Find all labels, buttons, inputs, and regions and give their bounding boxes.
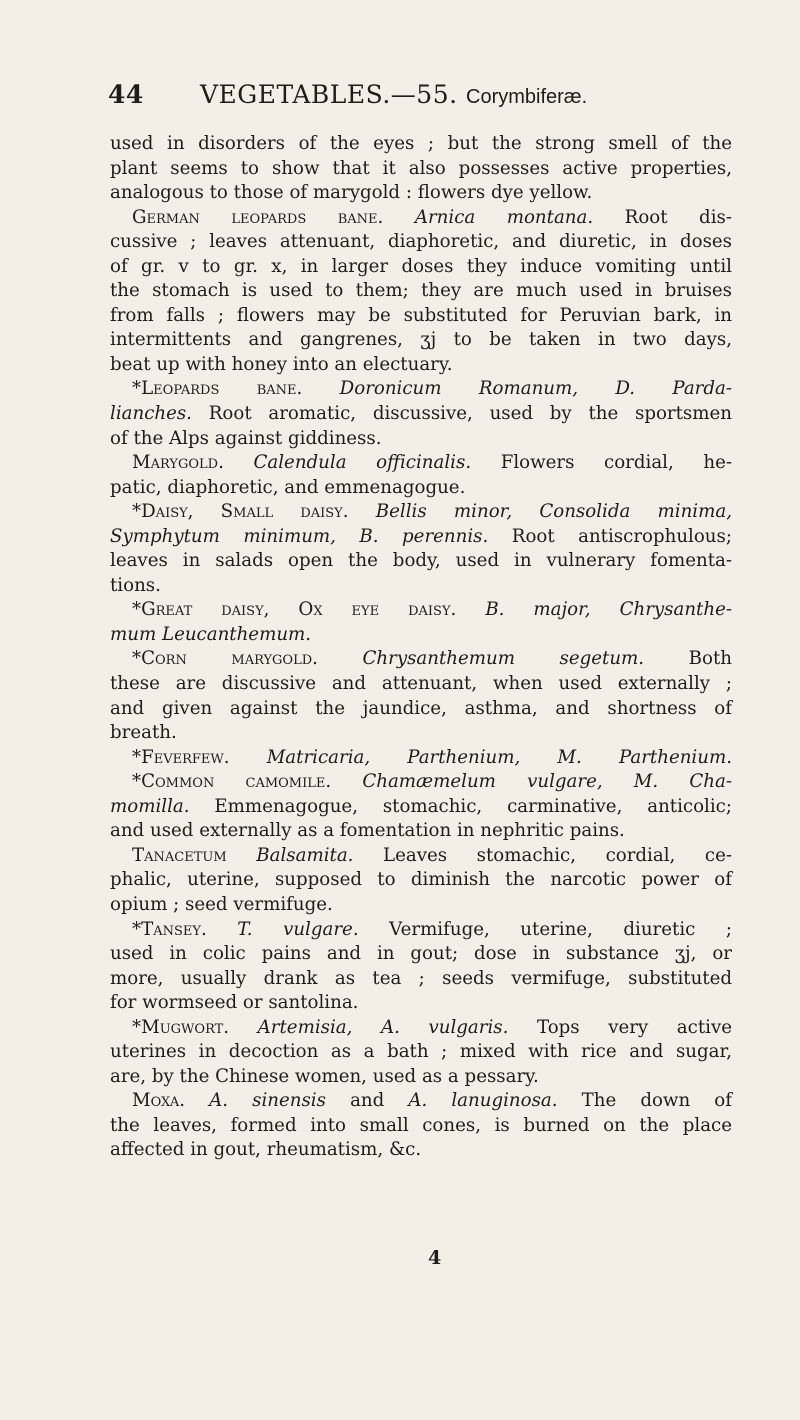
text-segment: from falls ; flowers may be substituted for Peruvian bark, in — [110, 304, 732, 326]
text-segment: opium ; seed vermifuge. — [110, 893, 333, 915]
text-line — [110, 1040, 732, 1065]
text-segment: these are discussive and attenuant, when used externally ; — [110, 673, 732, 695]
common-name: *Common camomile. — [132, 771, 332, 793]
latin-name: momilla. — [110, 795, 190, 817]
text-line — [110, 574, 732, 599]
latin-name: B. major, Chrysanthe- — [485, 599, 732, 621]
text-segment: Tops very active — [508, 1016, 732, 1038]
text-segment: used in disorders of the eyes ; but the strong smell of the — [110, 133, 732, 154]
text-segment: Root aromatic, discussive, used by the sportsmen — [191, 403, 732, 425]
text-segment — [331, 771, 362, 792]
latin-name: lianches. — [110, 403, 192, 425]
text-line — [110, 353, 732, 378]
common-name: *Leopards bane. — [132, 378, 303, 400]
latin-name: Calendula officinalis. — [253, 452, 472, 474]
text-segment — [224, 452, 254, 473]
text-segment: and used externally as a fomentation in nephritic pains. — [110, 820, 625, 842]
common-name: *Daisy, Small daisy. — [132, 501, 349, 523]
text-segment — [318, 648, 363, 669]
text-segment: of gr. v to gr. x, in larger doses they induce vomiting until — [110, 255, 732, 277]
text-line — [110, 206, 732, 231]
text-line — [110, 1016, 732, 1041]
text-line — [110, 746, 732, 771]
running-header — [108, 80, 728, 112]
latin-name: mum Leucanthemum. — [110, 623, 312, 645]
text-line — [110, 795, 732, 820]
common-name: *Mugwort. — [132, 1016, 230, 1038]
text-segment: and given against the jaundice, asthma, and shortness of — [110, 697, 732, 719]
text-line — [110, 623, 732, 648]
text-line — [110, 1138, 732, 1163]
text-line — [110, 844, 732, 869]
text-line — [110, 770, 732, 795]
text-line — [110, 868, 732, 893]
text-segment: Both — [644, 648, 732, 670]
signature-mark: 4 — [428, 1247, 442, 1269]
text-line — [110, 549, 732, 574]
common-name: Tanacetum — [132, 844, 227, 866]
text-line — [110, 942, 732, 967]
text-segment: Leaves stomachic, cordial, ce- — [353, 844, 732, 866]
text-segment: affected in gout, rheumatism, &c. — [110, 1139, 422, 1161]
text-line — [110, 304, 732, 329]
text-line — [110, 451, 732, 476]
latin-name: T. vulgare. — [237, 918, 359, 940]
latin-name: Arnica montana. — [414, 206, 594, 228]
text-segment — [456, 599, 485, 620]
text-segment: for wormseed or santolina. — [110, 992, 359, 1014]
text-line — [110, 377, 732, 402]
text-segment: breath. — [110, 722, 177, 744]
text-line — [110, 697, 732, 722]
text-line — [110, 991, 732, 1016]
common-name: Moxa. — [132, 1090, 186, 1112]
text-segment: tions. — [110, 574, 161, 596]
text-segment — [302, 378, 339, 399]
latin-name: A. lanuginosa. — [408, 1090, 558, 1112]
text-line — [110, 427, 732, 452]
text-segment: leaves in salads open the body, used in vulnerary fomenta- — [110, 550, 732, 572]
chapter-title: VEGETABLES.—55. — [200, 80, 458, 109]
text-segment: analogous to those of marygold : flowers dye yellow. — [110, 182, 593, 204]
text-line — [110, 672, 732, 697]
text-segment — [383, 207, 415, 228]
latin-name: Matricaria, Parthenium, M. Parthenium. — [266, 746, 732, 768]
latin-name: Balsamita. — [256, 844, 354, 866]
text-segment — [349, 501, 376, 522]
common-name: German leopards bane. — [132, 206, 384, 228]
latin-name: Artemisia, A. vulgaris. — [257, 1016, 509, 1038]
text-line — [110, 279, 732, 304]
text-line — [110, 598, 732, 623]
text-line — [110, 525, 732, 550]
body-text — [110, 132, 732, 1163]
latin-name: Doronicum Romanum, D. Parda- — [339, 378, 733, 400]
text-segment — [185, 1090, 209, 1111]
text-line — [110, 402, 732, 427]
common-name: Marygold. — [132, 452, 224, 474]
text-segment: the stomach is used to them; they are much used in bruises — [110, 280, 732, 302]
text-segment: of the Alps against giddiness. — [110, 427, 382, 449]
text-line — [110, 255, 732, 280]
text-segment: more, usually drank as tea ; seeds vermifuge, substituted — [110, 967, 732, 989]
text-segment: used in colic pains and in gout; dose in substance ʒj, or — [110, 943, 732, 965]
text-line — [110, 1114, 732, 1139]
text-segment: Vermifuge, uterine, diuretic ; — [358, 918, 732, 940]
text-line — [110, 918, 732, 943]
common-name: *Feverfew. — [132, 746, 230, 768]
text-segment: The down of — [557, 1090, 732, 1112]
text-line — [110, 1065, 732, 1090]
latin-name: Symphytum minimum, B. perennis. — [110, 525, 489, 547]
text-segment: the leaves, formed into small cones, is burned on the place — [110, 1114, 732, 1136]
chapter-subtitle: Corymbiferæ. — [466, 86, 588, 108]
text-segment: uterines in decoction as a bath ; mixed with rice and sugar, — [110, 1041, 732, 1063]
text-line — [110, 500, 732, 525]
text-segment: Flowers cordial, he- — [471, 452, 732, 474]
text-segment: are, by the Chinese women, used as a pessary. — [110, 1065, 539, 1087]
text-segment — [227, 845, 257, 866]
latin-name: A. sinensis — [209, 1090, 326, 1112]
common-name: *Tansey. — [132, 918, 207, 940]
text-line — [110, 1089, 732, 1114]
text-segment: beat up with honey into an electuary. — [110, 353, 453, 375]
text-line — [110, 157, 732, 182]
text-segment: patic, diaphoretic, and emmenagogue. — [110, 476, 466, 498]
text-line — [110, 819, 732, 844]
text-segment: Emmenagogue, stomachic, carminative, anticolic; — [189, 795, 732, 817]
text-line — [110, 132, 732, 157]
text-line — [110, 967, 732, 992]
text-segment — [229, 1017, 258, 1038]
page-number: 44 — [108, 80, 144, 109]
text-segment: Root antiscrophulous; — [488, 525, 732, 547]
text-line — [110, 181, 732, 206]
text-segment — [230, 747, 267, 768]
common-name: *Great daisy, Ox eye daisy. — [132, 599, 457, 621]
text-segment: cussive ; leaves attenuant, diaphoretic, and diuretic, in doses — [110, 231, 732, 253]
text-line — [110, 476, 732, 501]
text-segment: phalic, uterine, supposed to diminish the narcotic power of — [110, 869, 732, 891]
common-name: *Corn marygold. — [132, 648, 318, 670]
text-line — [110, 328, 732, 353]
text-segment: and — [325, 1090, 409, 1112]
text-segment — [207, 919, 238, 940]
text-line — [110, 647, 732, 672]
text-segment: Root dis- — [593, 206, 732, 228]
text-segment: plant seems to show that it also possesses active properties, — [110, 157, 732, 179]
latin-name: Bellis minor, Consolida minima, — [375, 501, 732, 523]
latin-name: Chrysanthemum segetum. — [362, 648, 645, 670]
text-line — [110, 230, 732, 255]
text-segment: intermittents and gangrenes, ʒj to be taken in two days, — [110, 329, 732, 351]
text-line — [110, 721, 732, 746]
latin-name: Chamæmelum vulgare, M. Cha- — [362, 771, 732, 793]
text-line — [110, 893, 732, 918]
